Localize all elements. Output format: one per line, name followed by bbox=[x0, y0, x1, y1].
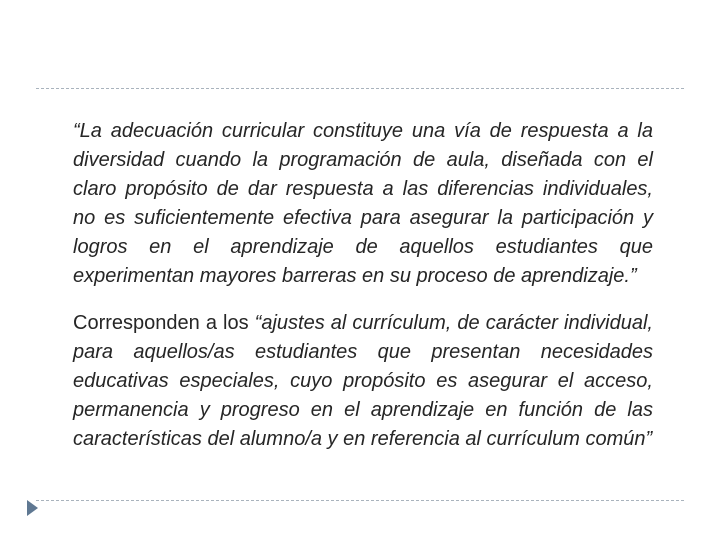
slide-body bbox=[73, 117, 653, 454]
definition-quote: “ajustes al currículum, de carácter individual, para aquellos/as estudiantes que presentan necesidades educativas especiales, cuyo propósito es asegurar el acceso, permanencia y progreso en el aprendizaje en función de las características del alumno/a y en referencia al currículum común” bbox=[73, 312, 653, 450]
top-divider bbox=[36, 88, 684, 89]
definition-lead: Corresponden a los bbox=[73, 312, 255, 334]
triangle-bullet-icon bbox=[27, 500, 38, 516]
quote-paragraph: “La adecuación curricular constituye una vía de respuesta a la diversidad cuando la programación de aula, diseñada con el claro propósito de dar respuesta a las diferencias individuales, no es suficientemente efectiva para asegurar la participación y logros en el aprendizaje de aquellos estudiantes que experimentan mayores barreras en su proceso de aprendizaje.” bbox=[73, 120, 653, 287]
definition-paragraph bbox=[73, 309, 653, 454]
bottom-divider bbox=[36, 500, 684, 501]
